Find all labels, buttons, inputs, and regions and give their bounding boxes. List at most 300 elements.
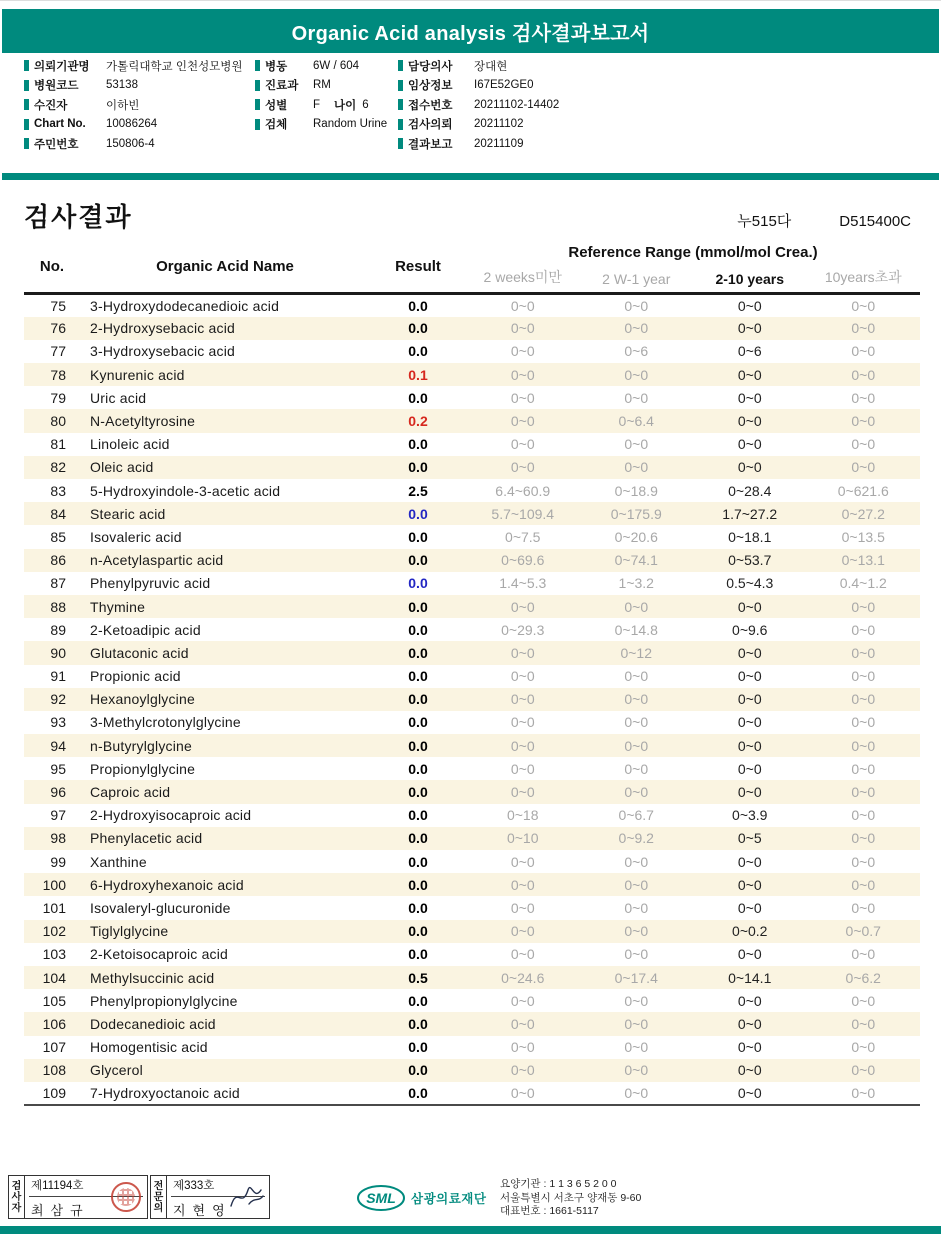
row-no: 77 xyxy=(50,343,66,360)
row-result: 2.5 xyxy=(408,482,428,499)
row-no: 98 xyxy=(50,830,66,847)
row-range-2: 0~12 xyxy=(620,644,653,661)
row-name: Uric acid xyxy=(90,389,147,406)
row-no: 100 xyxy=(42,876,66,893)
table-row xyxy=(24,525,920,548)
col-header-range-over-10years: 10years초과 xyxy=(824,269,902,285)
row-result: 0.0 xyxy=(408,1015,428,1032)
info-row xyxy=(255,76,401,96)
row-name: 3-Hydroxydodecanedioic acid xyxy=(90,297,280,314)
sml-logo-icon xyxy=(356,1182,406,1214)
row-range-2: 0~0 xyxy=(624,691,649,708)
row-range-3: 0~14.1 xyxy=(728,969,772,986)
row-result: 0.0 xyxy=(408,552,428,569)
row-range-3: 0~0 xyxy=(737,992,762,1009)
row-result: 0.0 xyxy=(408,436,428,453)
row-no: 82 xyxy=(50,459,66,476)
examiner-name: 최삼규 xyxy=(31,1202,90,1218)
row-range-4: 0~0 xyxy=(851,784,876,801)
row-range-2: 0~14.8 xyxy=(614,621,658,638)
row-range-4: 0~0 xyxy=(851,413,876,430)
row-result: 0.0 xyxy=(408,807,428,824)
row-name: Xanthine xyxy=(90,853,147,870)
table-row xyxy=(24,827,920,850)
row-name: 3-Hydroxysebacic acid xyxy=(90,343,236,360)
field-label: 검사의뢰 xyxy=(408,119,453,132)
info-row xyxy=(398,95,573,115)
row-name: 2-Hydroxyisocaproic acid xyxy=(90,807,252,824)
row-no: 78 xyxy=(50,366,66,383)
field-label: 수진자 xyxy=(34,99,68,112)
row-no: 92 xyxy=(50,691,66,708)
row-result: 0.0 xyxy=(408,830,428,847)
table-row xyxy=(24,317,920,340)
table-row xyxy=(24,340,920,363)
row-name: Phenylacetic acid xyxy=(90,830,203,847)
row-range-1: 0~29.3 xyxy=(501,621,545,638)
info-row xyxy=(24,76,257,96)
row-range-3: 0~53.7 xyxy=(728,552,772,569)
row-range-3: 0~9.6 xyxy=(732,621,768,638)
row-range-1: 0~0 xyxy=(510,899,535,916)
row-range-2: 0~0 xyxy=(624,737,649,754)
row-result: 0.0 xyxy=(408,853,428,870)
row-no: 76 xyxy=(50,320,66,337)
table-row xyxy=(24,734,920,757)
row-range-2: 0~17.4 xyxy=(614,969,658,986)
row-no: 108 xyxy=(42,1062,66,1079)
field-label: 담당의사 xyxy=(408,60,453,73)
table-row xyxy=(24,363,920,386)
table-row xyxy=(24,549,920,572)
info-row xyxy=(24,95,257,115)
row-range-1: 0~0 xyxy=(510,459,535,476)
table-row xyxy=(24,989,920,1012)
field-value: 6W / 604 xyxy=(313,59,360,72)
row-range-1: 0~0 xyxy=(510,853,535,870)
footer xyxy=(0,1173,941,1225)
row-range-3: 1.7~27.2 xyxy=(722,505,778,522)
row-result: 0.0 xyxy=(408,297,428,314)
row-range-2: 0~0 xyxy=(624,760,649,777)
field-value: 10086264 xyxy=(106,118,158,131)
row-range-4: 0~0 xyxy=(851,644,876,661)
row-result: 0.0 xyxy=(408,644,428,661)
row-no: 93 xyxy=(50,714,66,731)
row-range-4: 0~13.5 xyxy=(841,528,885,545)
results-table xyxy=(24,241,920,1106)
row-range-3: 0~0 xyxy=(737,1015,762,1032)
examiner-license-number: 제11194호 xyxy=(29,1175,143,1197)
test-code: D515400C xyxy=(839,213,911,230)
row-no: 102 xyxy=(42,923,66,940)
row-name: Propionic acid xyxy=(90,668,181,685)
row-no: 85 xyxy=(50,528,66,545)
row-range-4: 0~0 xyxy=(851,830,876,847)
row-no: 109 xyxy=(42,1084,66,1101)
field-value: 20211109 xyxy=(474,137,524,150)
row-range-3: 0~5 xyxy=(737,830,762,847)
col-header-no: No. xyxy=(39,258,65,275)
org-name: 삼광의료재단 xyxy=(411,1192,487,1206)
field-label: 병동 xyxy=(265,60,288,73)
row-range-1: 0~18 xyxy=(506,807,539,824)
row-range-3: 0~18.1 xyxy=(728,528,772,545)
row-range-1: 0~0 xyxy=(510,1015,535,1032)
row-range-4: 0~0 xyxy=(851,1084,876,1101)
row-range-2: 0~0 xyxy=(624,1084,649,1101)
row-range-2: 0~0 xyxy=(624,459,649,476)
info-column xyxy=(398,56,573,154)
row-no: 94 xyxy=(50,737,66,754)
row-range-3: 0~0 xyxy=(737,389,762,406)
info-row xyxy=(255,95,401,115)
table-row xyxy=(24,804,920,827)
row-range-4: 0~0 xyxy=(851,436,876,453)
sml-logo xyxy=(356,1182,486,1214)
field-value: 150806-4 xyxy=(106,137,155,150)
field-value: 장대현 xyxy=(474,60,508,73)
row-name: Thymine xyxy=(90,598,146,615)
row-range-1: 0~7.5 xyxy=(505,528,541,545)
examiner-role: 검사자 xyxy=(9,1176,25,1218)
row-range-4: 0~0 xyxy=(851,946,876,963)
row-range-2: 0~0 xyxy=(624,598,649,615)
row-result: 0.0 xyxy=(408,459,428,476)
field-label: 주민번호 xyxy=(34,138,79,151)
table-row xyxy=(24,943,920,966)
table-header xyxy=(24,241,920,294)
section-divider xyxy=(2,173,939,180)
row-range-1: 0~0 xyxy=(510,297,535,314)
field-label: 진료과 xyxy=(265,80,299,93)
info-row xyxy=(255,56,401,76)
field-label: 의뢰기관명 xyxy=(34,60,90,73)
field-value: Random Urine xyxy=(313,118,388,131)
info-row xyxy=(255,115,401,135)
field-value: 이하빈 xyxy=(106,99,140,112)
row-no: 80 xyxy=(50,413,66,430)
table-row xyxy=(24,1082,920,1105)
row-range-3: 0~0 xyxy=(737,459,762,476)
row-name: Glycerol xyxy=(90,1062,143,1079)
row-no: 87 xyxy=(50,575,66,592)
row-no: 91 xyxy=(50,668,66,685)
table-row xyxy=(24,920,920,943)
row-range-1: 0~0 xyxy=(510,691,535,708)
row-range-3: 0~0 xyxy=(737,297,762,314)
row-range-1: 0~0 xyxy=(510,389,535,406)
row-no: 96 xyxy=(50,784,66,801)
row-no: 103 xyxy=(42,946,66,963)
row-name: Tiglylglycine xyxy=(90,923,169,940)
row-name: Linoleic acid xyxy=(90,436,170,453)
row-range-2: 0~0 xyxy=(624,899,649,916)
row-range-1: 0~0 xyxy=(510,598,535,615)
field-marker-icon xyxy=(255,119,260,130)
row-range-2: 0~20.6 xyxy=(614,528,658,545)
signature-icon xyxy=(227,1182,265,1212)
row-range-4: 0~0 xyxy=(851,714,876,731)
info-column xyxy=(255,56,401,134)
row-no: 90 xyxy=(50,644,66,661)
row-range-1: 0~0 xyxy=(510,737,535,754)
table-row xyxy=(24,757,920,780)
field-marker-icon xyxy=(398,119,403,130)
row-range-1: 0~0 xyxy=(510,992,535,1009)
info-column xyxy=(24,56,257,154)
org-info xyxy=(500,1178,641,1219)
row-range-3: 0~0 xyxy=(737,366,762,383)
field-value: 20211102 xyxy=(474,118,524,131)
row-range-3: 0~0 xyxy=(737,899,762,916)
row-range-1: 0~0 xyxy=(510,714,535,731)
row-range-3: 0~0 xyxy=(737,1039,762,1056)
info-row xyxy=(398,134,573,154)
table-row xyxy=(24,641,920,664)
field-value: I67E52GE0 xyxy=(474,79,534,92)
row-range-1: 0~0 xyxy=(510,644,535,661)
field-value: 20211102-14402 xyxy=(474,98,560,111)
field-value: 6 xyxy=(362,98,369,111)
row-range-4: 0~0 xyxy=(851,876,876,893)
info-row xyxy=(24,56,257,76)
row-range-2: 0~0 xyxy=(624,923,649,940)
col-header-range-2-10years: 2-10 years xyxy=(715,271,784,287)
row-range-4: 0~0 xyxy=(851,1039,876,1056)
row-no: 86 xyxy=(50,552,66,569)
row-range-2: 0~0 xyxy=(624,320,649,337)
insurance-code: 누515다 xyxy=(737,213,792,230)
row-name: n-Butyrylglycine xyxy=(90,737,193,754)
table-row xyxy=(24,386,920,409)
field-marker-icon xyxy=(24,80,29,91)
row-range-4: 0~0 xyxy=(851,807,876,824)
row-name: Phenylpropionylglycine xyxy=(90,992,238,1009)
table-row xyxy=(24,873,920,896)
row-range-2: 1~3.2 xyxy=(618,575,654,592)
row-range-1: 0~0 xyxy=(510,946,535,963)
row-name: Propionylglycine xyxy=(90,760,196,777)
row-range-3: 0~0 xyxy=(737,1062,762,1079)
field-marker-icon xyxy=(398,80,403,91)
field-label: 임상정보 xyxy=(408,80,453,93)
field-label: Chart No. xyxy=(34,118,86,131)
row-range-3: 0~0 xyxy=(737,876,762,893)
row-range-4: 0~13.1 xyxy=(841,552,885,569)
row-range-1: 0~10 xyxy=(506,830,539,847)
row-name: 6-Hydroxyhexanoic acid xyxy=(90,876,244,893)
row-result: 0.0 xyxy=(408,760,428,777)
row-range-1: 0~69.6 xyxy=(501,552,545,569)
row-range-1: 1.4~5.3 xyxy=(499,575,547,592)
field-label: 나이 xyxy=(334,99,357,112)
row-no: 107 xyxy=(42,1039,66,1056)
row-no: 99 xyxy=(50,853,66,870)
row-range-2: 0~0 xyxy=(624,992,649,1009)
row-result: 0.0 xyxy=(408,320,428,337)
row-range-2: 0~0 xyxy=(624,1062,649,1079)
table-row xyxy=(24,711,920,734)
row-name: Oleic acid xyxy=(90,459,154,476)
table-row xyxy=(24,1012,920,1035)
row-range-3: 0~0 xyxy=(737,946,762,963)
field-marker-icon xyxy=(255,99,260,110)
row-no: 79 xyxy=(50,389,66,406)
row-name: N-Acetyltyrosine xyxy=(90,413,196,430)
row-range-2: 0~0 xyxy=(624,297,649,314)
row-no: 83 xyxy=(50,482,66,499)
col-header-reference-range: Reference Range (mmol/mol Crea.) xyxy=(568,244,818,261)
row-range-4: 0~0 xyxy=(851,691,876,708)
row-result: 0.0 xyxy=(408,876,428,893)
row-result: 0.0 xyxy=(408,343,428,360)
specialist-license-number: 제333호 xyxy=(171,1175,265,1197)
field-label: 성별 xyxy=(265,99,288,112)
row-range-3: 0~0 xyxy=(737,320,762,337)
row-result: 0.0 xyxy=(408,1084,428,1101)
sml-logo-letters: SML xyxy=(366,1190,396,1206)
row-result: 0.0 xyxy=(408,505,428,522)
row-range-4: 0~27.2 xyxy=(841,505,885,522)
table-row xyxy=(24,294,920,317)
row-range-4: 0~0 xyxy=(851,853,876,870)
row-name: Dodecanedioic acid xyxy=(90,1015,216,1032)
row-range-2: 0~0 xyxy=(624,784,649,801)
row-no: 89 xyxy=(50,621,66,638)
row-range-4: 0~0 xyxy=(851,1015,876,1032)
row-result: 0.0 xyxy=(408,621,428,638)
row-no: 104 xyxy=(42,969,66,986)
col-header-result: Result xyxy=(395,258,441,275)
row-result: 0.0 xyxy=(408,784,428,801)
row-range-1: 6.4~60.9 xyxy=(495,482,551,499)
table-row xyxy=(24,966,920,989)
row-range-2: 0~9.2 xyxy=(618,830,654,847)
row-range-2: 0~18.9 xyxy=(614,482,658,499)
field-value: 가톨릭대학교 인천성모병원 xyxy=(106,60,243,73)
row-name: 5-Hydroxyindole-3-acetic acid xyxy=(90,482,281,499)
row-range-1: 0~0 xyxy=(510,668,535,685)
org-info-line-3: 대표번호 : 1661-5117 xyxy=(500,1205,599,1217)
table-row xyxy=(24,456,920,479)
table-row xyxy=(24,896,920,919)
row-name: 2-Hydroxysebacic acid xyxy=(90,320,236,337)
table-row xyxy=(24,595,920,618)
row-result: 0.0 xyxy=(408,598,428,615)
row-range-3: 0~0 xyxy=(737,644,762,661)
row-result: 0.0 xyxy=(408,389,428,406)
row-range-3: 0~0 xyxy=(737,760,762,777)
row-result: 0.0 xyxy=(408,668,428,685)
row-name: Isovaleryl-glucuronide xyxy=(90,899,231,916)
row-range-1: 0~0 xyxy=(510,366,535,383)
row-range-3: 0~0 xyxy=(737,436,762,453)
row-no: 84 xyxy=(50,505,66,522)
row-result: 0.0 xyxy=(408,691,428,708)
row-range-3: 0~0 xyxy=(737,784,762,801)
row-range-4: 0~0 xyxy=(851,621,876,638)
row-range-3: 0~0 xyxy=(737,413,762,430)
row-result: 0.2 xyxy=(408,413,428,430)
col-header-name: Organic Acid Name xyxy=(156,258,294,275)
row-range-2: 0~0 xyxy=(624,946,649,963)
row-range-1: 0~0 xyxy=(510,923,535,940)
table-row xyxy=(24,479,920,502)
examiner-box xyxy=(8,1175,148,1219)
org-info-line-1: 요양기관 : 1 1 3 6 5 2 0 0 xyxy=(500,1178,617,1190)
row-range-4: 0~0 xyxy=(851,760,876,777)
row-range-2: 0~0 xyxy=(624,853,649,870)
row-range-2: 0~0 xyxy=(624,366,649,383)
row-name: Kynurenic acid xyxy=(90,366,185,383)
row-range-2: 0~6 xyxy=(624,343,649,360)
row-range-2: 0~0 xyxy=(624,1039,649,1056)
row-name: 7-Hydroxyoctanoic acid xyxy=(90,1084,240,1101)
row-range-1: 0~0 xyxy=(510,1062,535,1079)
specialist-role: 전문의 xyxy=(151,1176,167,1218)
row-range-3: 0~28.4 xyxy=(728,482,772,499)
field-value: F xyxy=(313,98,321,111)
bottom-accent-bar xyxy=(0,1226,941,1234)
info-row xyxy=(24,115,257,135)
table-row xyxy=(24,1059,920,1082)
info-row xyxy=(24,134,257,154)
row-range-3: 0~6 xyxy=(737,343,762,360)
row-name: Methylsuccinic acid xyxy=(90,969,215,986)
row-range-1: 0~0 xyxy=(510,343,535,360)
row-name: Stearic acid xyxy=(90,505,166,522)
row-name: n-Acetylaspartic acid xyxy=(90,552,224,569)
row-range-4: 0~0.7 xyxy=(845,923,881,940)
col-header-range-under-2weeks: 2 weeks미만 xyxy=(483,269,562,285)
row-range-3: 0~0 xyxy=(737,714,762,731)
table-row xyxy=(24,850,920,873)
table-row xyxy=(24,409,920,432)
field-marker-icon xyxy=(24,119,29,130)
row-range-4: 0~0 xyxy=(851,366,876,383)
field-value: 53138 xyxy=(106,79,138,92)
field-marker-icon xyxy=(24,99,29,110)
info-row xyxy=(398,115,573,135)
row-range-2: 0~0 xyxy=(624,876,649,893)
info-row xyxy=(398,76,573,96)
row-range-2: 0~0 xyxy=(624,436,649,453)
row-result: 0.0 xyxy=(408,992,428,1009)
row-range-4: 0~0 xyxy=(851,297,876,314)
row-range-4: 0~6.2 xyxy=(845,969,881,986)
specialist-box xyxy=(150,1175,270,1219)
section-head xyxy=(24,197,917,234)
row-range-2: 0~0 xyxy=(624,1015,649,1032)
row-range-1: 0~0 xyxy=(510,876,535,893)
row-no: 97 xyxy=(50,807,66,824)
table-row xyxy=(24,780,920,803)
row-range-3: 0~0 xyxy=(737,737,762,754)
row-range-2: 0~74.1 xyxy=(614,552,658,569)
table-row xyxy=(24,572,920,595)
row-no: 81 xyxy=(50,436,66,453)
col-header-range-2w-1year: 2 W-1 year xyxy=(602,271,671,287)
row-range-3: 0.5~4.3 xyxy=(726,575,774,592)
table-row xyxy=(24,433,920,456)
row-range-2: 0~0 xyxy=(624,714,649,731)
results-table-wrap xyxy=(24,241,920,1106)
table-row xyxy=(24,502,920,525)
row-no: 105 xyxy=(42,992,66,1009)
row-range-3: 0~0 xyxy=(737,853,762,870)
org-info-line-2: 서울특별시 서초구 양재동 9-60 xyxy=(500,1191,642,1204)
